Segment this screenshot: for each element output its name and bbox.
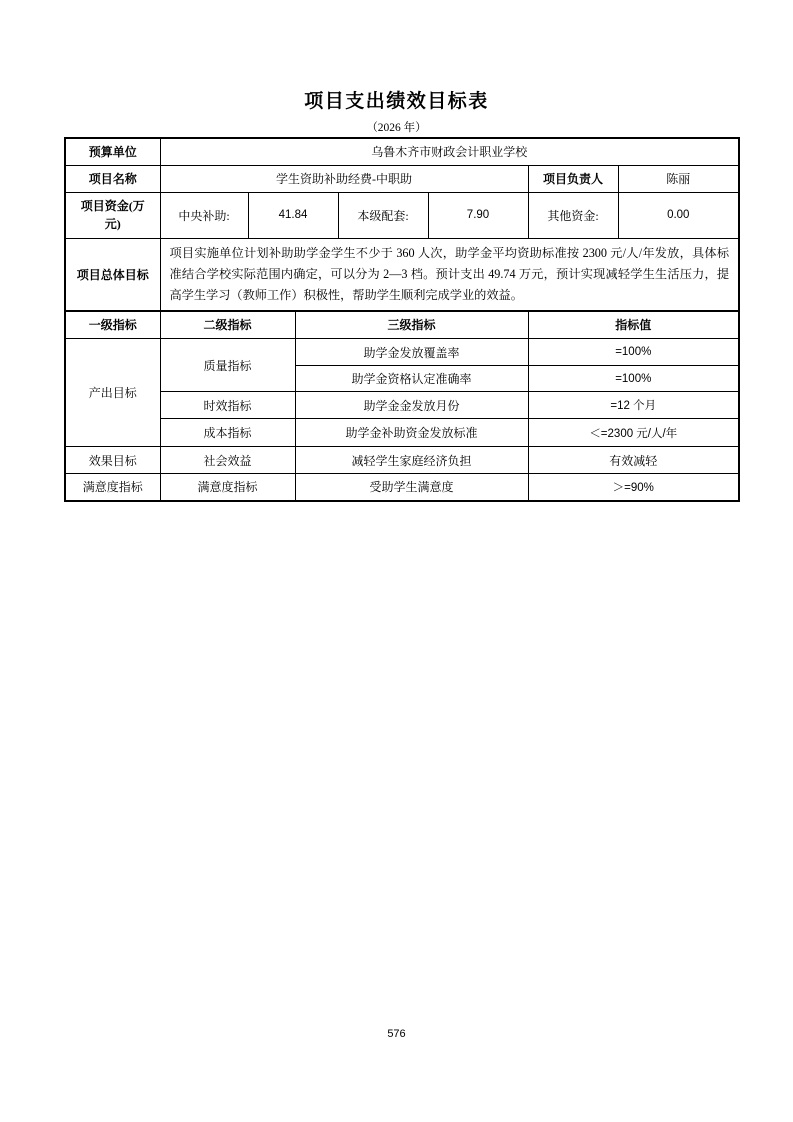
performance-target-table xyxy=(64,137,740,502)
page-number: 576 xyxy=(387,1028,406,1040)
payment-standard-name: 助学金补助资金发放标准 xyxy=(295,419,528,447)
local-matching-value: 7.90 xyxy=(428,192,528,238)
coverage-rate-name: 助学金发放覆盖率 xyxy=(295,339,528,366)
project-name-label: 项目名称 xyxy=(65,165,160,192)
payment-month-name: 助学金金发放月份 xyxy=(295,392,528,419)
cost-indicator-cell: 成本指标 xyxy=(160,419,295,447)
header-level3: 三级指标 xyxy=(295,311,528,339)
effect-goal-cell: 效果目标 xyxy=(65,447,160,474)
doc-subtitle: （2026 年） xyxy=(366,122,427,134)
local-matching-label: 本级配套: xyxy=(338,192,428,238)
output-goal-cell: 产出目标 xyxy=(65,339,160,447)
header-level2: 二级指标 xyxy=(160,311,295,339)
timeliness-indicator-cell: 时效指标 xyxy=(160,392,295,419)
burden-reduction-name: 减轻学生家庭经济负担 xyxy=(295,447,528,474)
budget-unit-label: 预算单位 xyxy=(65,138,160,165)
central-subsidy-label: 中央补助: xyxy=(160,192,248,238)
indicator-row-timeliness xyxy=(65,392,739,419)
project-leader-label: 项目负责人 xyxy=(528,165,618,192)
student-satisfaction-name: 受助学生满意度 xyxy=(295,474,528,501)
indicator-row-cost xyxy=(65,419,739,447)
payment-standard-value: ＜=2300 元/人/年 xyxy=(528,419,739,447)
indicator-row-effect xyxy=(65,447,739,474)
student-satisfaction-value: ＞=90% xyxy=(528,474,739,501)
accuracy-rate-name: 助学金资格认定准确率 xyxy=(295,366,528,392)
project-leader-value: 陈丽 xyxy=(618,165,739,192)
satisfaction-level2-cell: 满意度指标 xyxy=(160,474,295,501)
overall-goal-row xyxy=(65,238,739,311)
project-name-value: 学生资助补助经费-中职助 xyxy=(160,165,528,192)
indicator-header-row xyxy=(65,311,739,339)
budget-unit-row xyxy=(65,138,739,165)
accuracy-rate-value: =100% xyxy=(528,366,739,392)
doc-title: 项目支出绩效目标表 xyxy=(304,91,489,112)
indicator-row-satisfaction xyxy=(65,474,739,501)
other-funds-value: 0.00 xyxy=(618,192,739,238)
central-subsidy-value: 41.84 xyxy=(248,192,338,238)
overall-goal-text: 项目实施单位计划补助助学金学生不少于 360 人次，助学金平均资助标准按 2300 元/人/年发放，具体标准结合学校实际范围内确定，可以分为 2—3 档。预计支出 49.74 万元，预计实现减轻学生生活压力，提高学生学习（教师工作）积极性，帮助学生顺利完成学业的效益。 xyxy=(160,238,739,311)
project-funds-row xyxy=(65,192,739,238)
indicator-row-coverage xyxy=(65,339,739,366)
budget-unit-value: 乌鲁木齐市财政会计职业学校 xyxy=(160,138,739,165)
header-level1: 一级指标 xyxy=(65,311,160,339)
satisfaction-level1-cell: 满意度指标 xyxy=(65,474,160,501)
social-benefit-cell: 社会效益 xyxy=(160,447,295,474)
overall-goal-label: 项目总体目标 xyxy=(65,238,160,311)
other-funds-label: 其他资金: xyxy=(528,192,618,238)
project-name-row xyxy=(65,165,739,192)
header-value: 指标值 xyxy=(528,311,739,339)
payment-month-value: =12 个月 xyxy=(528,392,739,419)
project-funds-label: 项目资金(万元) xyxy=(65,192,160,238)
burden-reduction-value: 有效减轻 xyxy=(528,447,739,474)
coverage-rate-value: =100% xyxy=(528,339,739,366)
quality-indicator-cell: 质量指标 xyxy=(160,339,295,392)
